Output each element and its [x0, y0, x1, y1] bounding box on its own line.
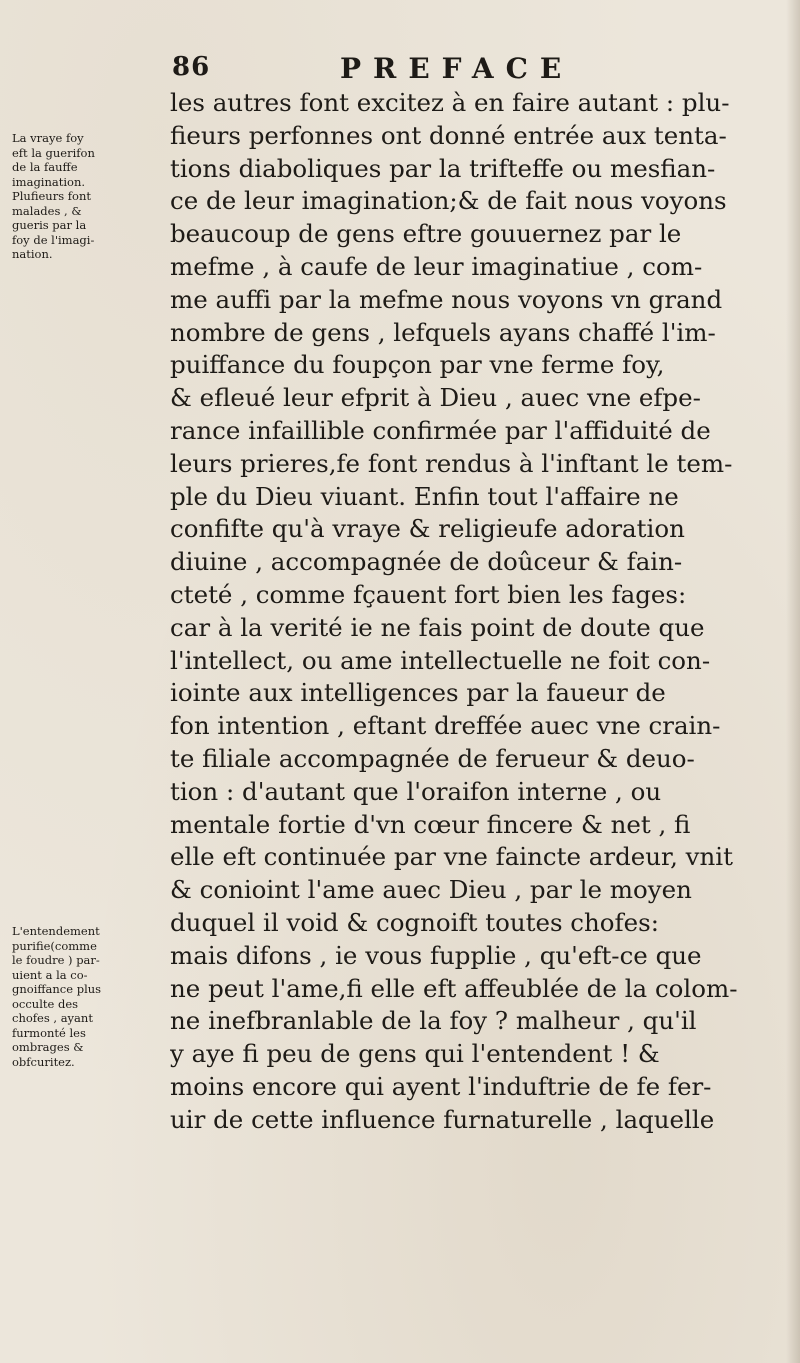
- margin-note-line: foy de l'imagi-: [12, 232, 95, 247]
- text-line: ne inefbranlable de la foy ? malheur , qu'il: [170, 1006, 697, 1036]
- text-line: tions diaboliques par la trifteffe ou mesfian-: [170, 153, 716, 183]
- text-line: ple du Dieu viuant. Enfin tout l'affaire ne: [170, 481, 679, 511]
- text-line: les autres font excitez à en faire autant : plu-: [170, 88, 730, 117]
- margin-note-line: nation.: [12, 247, 53, 261]
- text-line: cteté , comme fçauent fort bien les fages:: [170, 579, 687, 609]
- margin-note-line: La vraye foy: [12, 131, 84, 145]
- text-line: ne peut l'ame,fi elle eft affeublée de la colom-: [170, 973, 738, 1003]
- running-head: [172, 52, 592, 92]
- text-line: fon intention , eftant dreffée auec vne crain-: [170, 711, 721, 741]
- margin-note-line: eft la guerifon: [12, 145, 95, 160]
- text-line: ce de leur imagination;& de fait nous voyons: [170, 186, 727, 216]
- margin-note-line: purifie(comme: [12, 938, 97, 953]
- text-line: mais difons , ie vous fupplie , qu'eft-ce que: [170, 940, 702, 970]
- running-title: PREFACE: [340, 52, 574, 85]
- margin-note-line: furmonté les: [12, 1025, 86, 1040]
- text-line: moins encore qui ayent l'induftrie de fe fer-: [170, 1071, 712, 1101]
- text-line: & efleué leur efprit à Dieu , auec vne efpe-: [170, 383, 701, 413]
- text-line: fieurs perfonnes ont donné entrée aux tenta-: [170, 120, 727, 150]
- margin-note-line: chofes , ayant: [12, 1011, 93, 1025]
- margin-note: [12, 131, 152, 262]
- text-line: me auffi par la mefme nous voyons vn grand: [170, 284, 723, 314]
- margin-note-line: Plufieurs font: [12, 189, 91, 203]
- text-line: & conioint l'ame auec Dieu , par le moyen: [170, 875, 692, 905]
- margin-note-line: le foudre ) par-: [12, 953, 100, 967]
- text-line: iointe aux intelligences par la faueur de: [170, 678, 666, 708]
- text-line: te filiale accompagnée de ferueur & deuo-: [170, 743, 695, 773]
- text-line: car à la verité ie ne fais point de doute que: [170, 612, 705, 642]
- margin-note-line: de la fauffe: [12, 160, 78, 174]
- text-line: rance infaillible confirmée par l'affiduité de: [170, 415, 711, 445]
- text-line: duquel il void & cognoift toutes chofes:: [170, 907, 659, 937]
- body-text: [170, 87, 792, 1137]
- margin-note-line: gnoiffance plus: [12, 982, 102, 996]
- text-line: tion : d'autant que l'oraifon interne , ou: [170, 776, 662, 806]
- margin-note-line: L'entendement: [12, 924, 100, 938]
- margin-note-line: malades , &: [12, 203, 82, 218]
- text-line: elle eft continuée par vne faincte ardeur, vnit: [170, 842, 733, 872]
- text-line: nombre de gens , lefquels ayans chaffé l'im-: [170, 317, 716, 347]
- text-line: l'intellect, ou ame intellectuelle ne foit con-: [170, 645, 711, 675]
- page-number: 86: [172, 52, 211, 82]
- margin-note-line: imagination.: [12, 174, 86, 189]
- margin-note-line: ombrages &: [12, 1040, 84, 1054]
- margin-note-line: occulte des: [12, 996, 79, 1011]
- text-line: mefme , à caufe de leur imaginatiue , com-: [170, 251, 703, 281]
- text-line: mentale fortie d'vn cœur fincere & net , fi: [170, 809, 691, 839]
- text-line: leurs prieres,fe font rendus à l'inftant le tem-: [170, 448, 733, 478]
- text-line: uir de cette influence furnaturelle , laquelle: [170, 1104, 715, 1134]
- margin-note-line: gueris par la: [12, 218, 87, 232]
- margin-note: [12, 924, 152, 1069]
- text-line: y aye fi peu de gens qui l'entendent ! &: [170, 1039, 660, 1069]
- text-line: confifte qu'à vraye & religieufe adoration: [170, 514, 685, 544]
- text-line: puiffance du foupçon par vne ferme foy,: [170, 350, 665, 380]
- margin-note-line: obfcuritez.: [12, 1054, 75, 1069]
- margin-note-line: uient a la co-: [12, 967, 88, 982]
- text-line: beaucoup de gens eftre gouuernez par le: [170, 219, 682, 249]
- text-line: diuine , accompagnée de doûceur & fain-: [170, 547, 683, 577]
